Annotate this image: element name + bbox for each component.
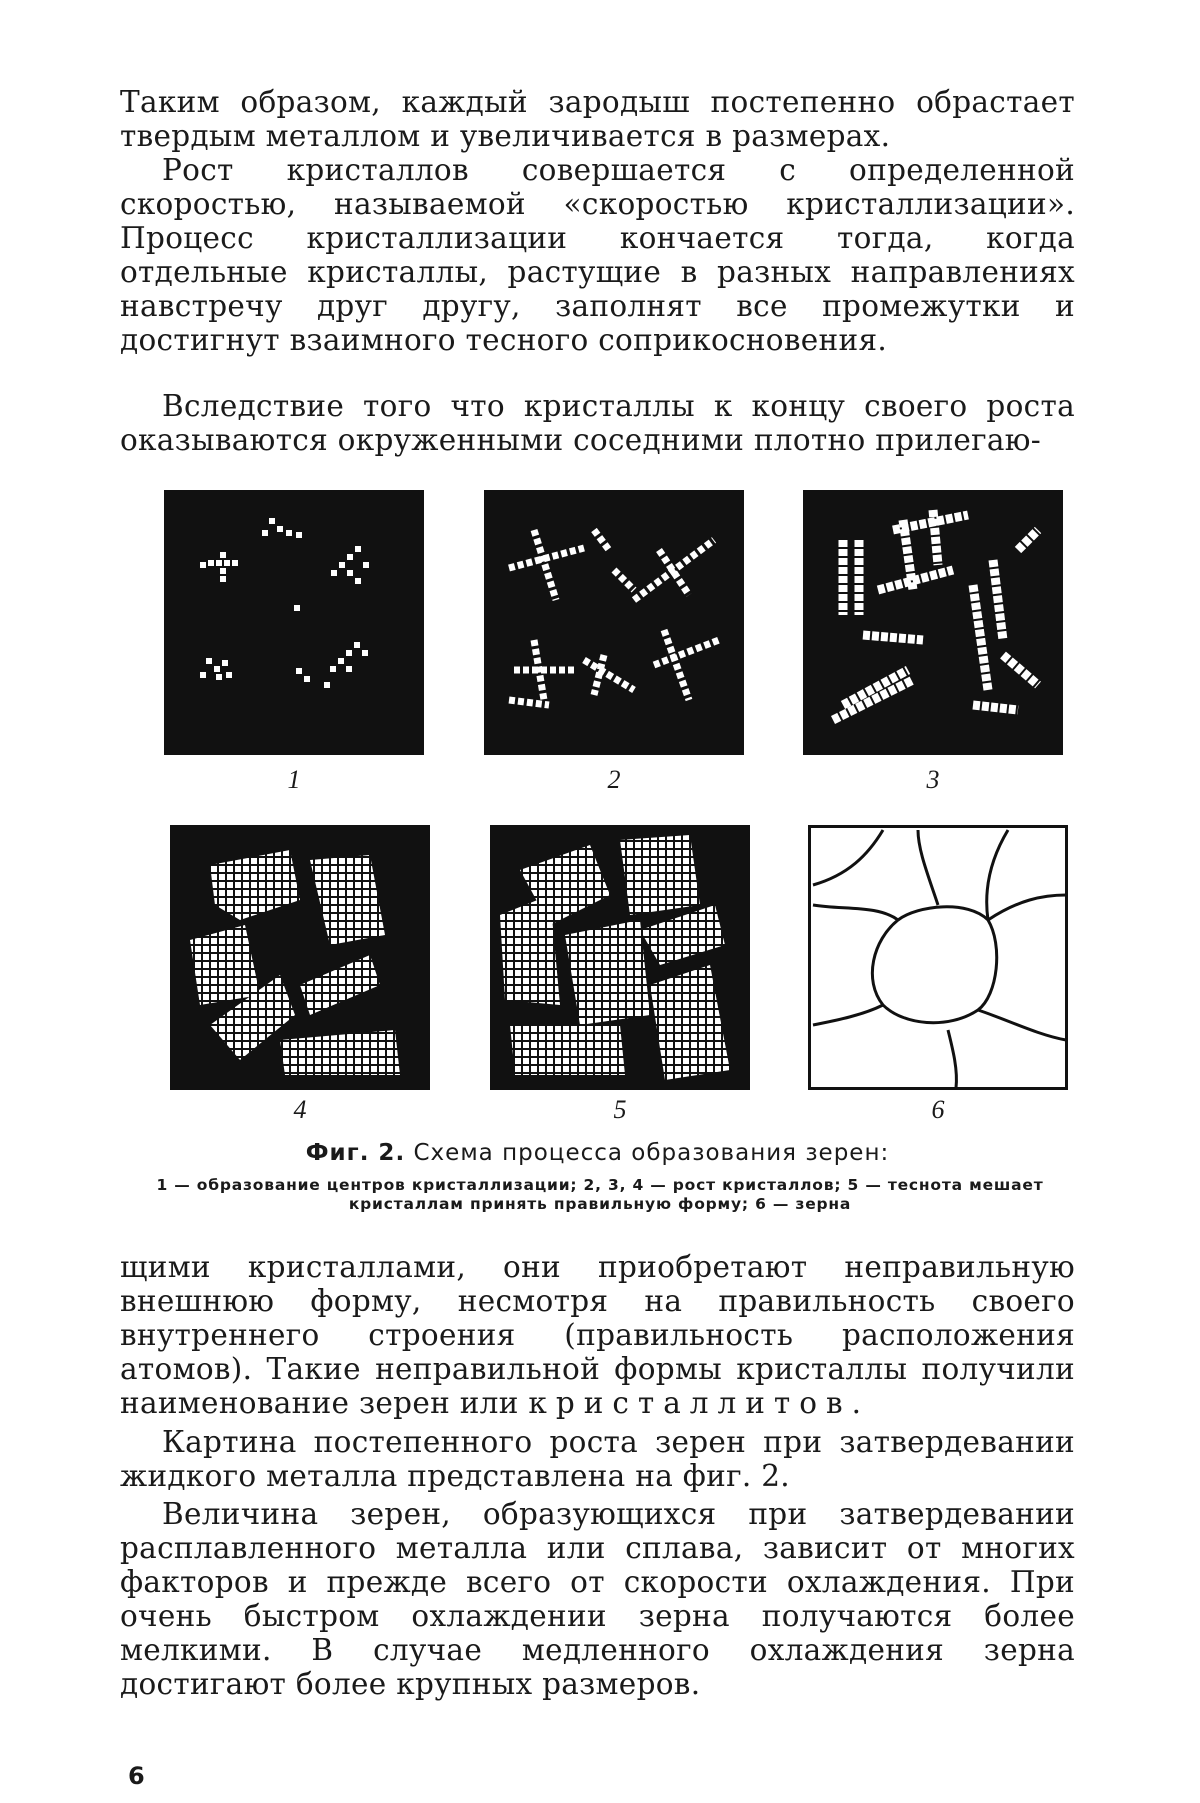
figure-panel-3 xyxy=(803,490,1063,755)
figure-caption-title xyxy=(120,1140,1075,1166)
grains-diagram xyxy=(808,825,1068,1090)
panel-label-2: 2 xyxy=(607,765,621,794)
paragraph-6: Величина зерен, образующихся при затвердевании расплавленного металла или сплава, зависит от многих факторов и прежде всего от скорости охлаждения. При очень быстром охлаждении зерна получаются более мелкими. В случае медленного охлаждения зерна достигают более крупных размеров. xyxy=(120,1497,1075,1701)
paragraph-4-end: . xyxy=(851,1386,862,1420)
crystallization-centers-diagram xyxy=(164,490,424,755)
panel-label-3: 3 xyxy=(926,765,940,794)
page-number: 6 xyxy=(128,1762,145,1790)
figure-caption-prefix: Фиг. 2. xyxy=(305,1140,406,1166)
crystal-growth-diagram-4 xyxy=(170,825,430,1090)
figure-panel-2 xyxy=(484,490,744,755)
paragraph-3: Вследствие того что кристаллы к концу своего роста оказываются окруженными соседними плотно прилегаю- xyxy=(120,389,1075,457)
crystal-growth-diagram-5 xyxy=(490,825,750,1090)
figure-panel-1 xyxy=(164,490,424,755)
paragraph-4 xyxy=(120,1250,1075,1420)
paragraph-4-text: щими кристаллами, они приобретают неправильную внешнюю форму, несмотря на правильность своего внутреннего строения (правильность расположения атомов). Такие неправильной формы кристаллы получили наименование зерен или xyxy=(120,1250,1075,1420)
term-crystallites: кристаллитов xyxy=(528,1386,852,1420)
crystal-growth-diagram-3 xyxy=(803,490,1063,755)
figure-panel-4 xyxy=(170,825,430,1090)
figure-panel-6 xyxy=(808,825,1068,1090)
figure-caption-description: 1 — образование центров кристаллизации; 2, 3, 4 — рост кристаллов; 5 — теснота мешает кристаллам принять правильную форму; 6 — зерна xyxy=(156,1176,1044,1213)
panel-label-6: 6 xyxy=(931,1095,945,1124)
paragraph-2: Рост кристаллов совершается с определенной скоростью, называемой «скоростью кристаллизации». Процесс кристаллизации кончается тогда, когда отдельные кристаллы, растущие в разных направлениях навстречу друг другу, заполнят все промежутки и достигнут взаимного тесного соприкосновения. xyxy=(120,153,1075,357)
paragraph-1: Таким образом, каждый зародыш постепенно обрастает твердым металлом и увеличивается в размерах. xyxy=(120,85,1075,153)
panel-label-1: 1 xyxy=(287,765,301,794)
figure-panel-5 xyxy=(490,825,750,1090)
paragraph-5: Картина постепенного роста зерен при затвердевании жидкого металла представлена на фиг. 2. xyxy=(120,1425,1075,1493)
figure-caption-text: Схема процесса образования зерен: xyxy=(413,1140,890,1166)
panel-label-4: 4 xyxy=(293,1095,307,1124)
crystal-growth-diagram-2 xyxy=(484,490,744,755)
panel-label-5: 5 xyxy=(613,1095,627,1124)
